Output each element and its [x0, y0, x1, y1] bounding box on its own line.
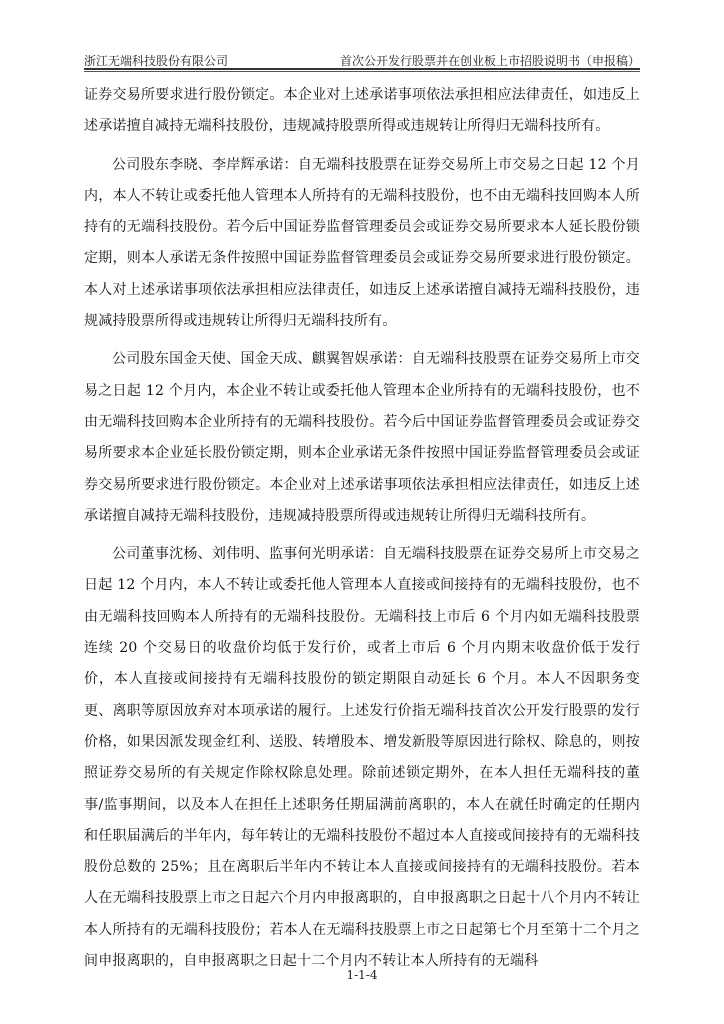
paragraph-shareholder-guojin: 公司股东国金天使、国金天成、麒翼智娱承诺：自无端科技股票在证券交易所上市交易之日起 12 个月内，本企业不转让或委托他人管理本企业所持有的无端科技股份，也不由无端科技回购本企业所持有的无端科技股份。若今后中国证券监督管理委员会或证券交易所要求本企业延长股份锁定期，则本企业承诺无条件按照中国证券监督管理委员会或证券交易所要求进行股份锁定。本企业对上述承诺事项依法承担相应法律责任，如违反上述承诺擅自减持无端科技股份，违规减持股票所得或违规转让所得归无端科技所有。 [84, 351, 640, 524]
page-header [84, 48, 640, 68]
header-rule-thick [84, 68, 640, 70]
paragraph-directors-supervisor: 公司董事沈杨、刘伟明、监事何光明承诺：自无端科技股票在证券交易所上市交易之日起 12 个月内，本人不转让或委托他人管理本人直接或间接持有的无端科技股份，也不由无端科技回购本人所持有的无端科技股份。无端科技上市后 6 个月内如无端科技股票连续 20 个交易日的收盘价均低于发行价，或者上市后 6 个月内期末收盘价低于发行价，本人直接或间接持有无端科技股份的锁定期限自动延长 6 个月。本人不因职务变更、离职等原因放弃对本项承诺的履行。上述发行价指无端科技首次公开发行股票的发行价格，如果因派发现金红利、送股、转增股本、增发新股等原因进行除权、除息的，则按照证券交易所的有关规定作除权除息处理。除前述锁定期外，在本人担任无端科技的董事/监事期间，以及本人在担任上述职务任期届满前离职的，本人在就任时确定的任期内和任职届满后的半年内，每年转让的无端科技股份不超过本人直接或间接持有的无端科技股份总数的 25%；且在离职后半年内不转让本人直接或间接持有的无端科技股份。若本人在无端科技股票上市之日起六个月内申报离职的，自申报离职之日起十八个月内不转让本人所持有的无端科技股份；若本人在无端科技股票上市之日起第七个月至第十二个月之间申报离职的，自申报离职之日起十二个月内不转让本人所持有的无端科 [84, 546, 640, 970]
header-company-name: 浙江无端科技股份有限公司 [84, 54, 229, 68]
document-body [84, 80, 640, 984]
paragraph-shareholder-li: 公司股东李晓、李岸辉承诺：自无端科技股票在证券交易所上市交易之日起 12 个月内，本人不转让或委托他人管理本人所持有的无端科技股份，也不由无端科技回购本人所持有的无端科技股份。若今后中国证券监督管理委员会或证券交易所要求本人延长股份锁定期，则本人承诺无条件按照中国证券监督管理委员会或证券交易所要求进行股份锁定。本人对上述承诺事项依法承担相应法律责任，如违反上述承诺擅自减持无端科技股份，违规减持股票所得或违规转让所得归无端科技所有。 [84, 156, 640, 330]
header-rule-thin [84, 71, 640, 72]
page-number: 1-1-4 [346, 968, 378, 982]
paragraph-continuation: 证券交易所要求进行股份锁定。本企业对上述承诺事项依法承担相应法律责任，如违反上述承诺擅自减持无端科技股份，违规减持股票所得或违规转让所得归无端科技所有。 [84, 87, 640, 135]
header-document-title: 首次公开发行股票并在创业板上市招股说明书（申报稿） [339, 54, 640, 68]
